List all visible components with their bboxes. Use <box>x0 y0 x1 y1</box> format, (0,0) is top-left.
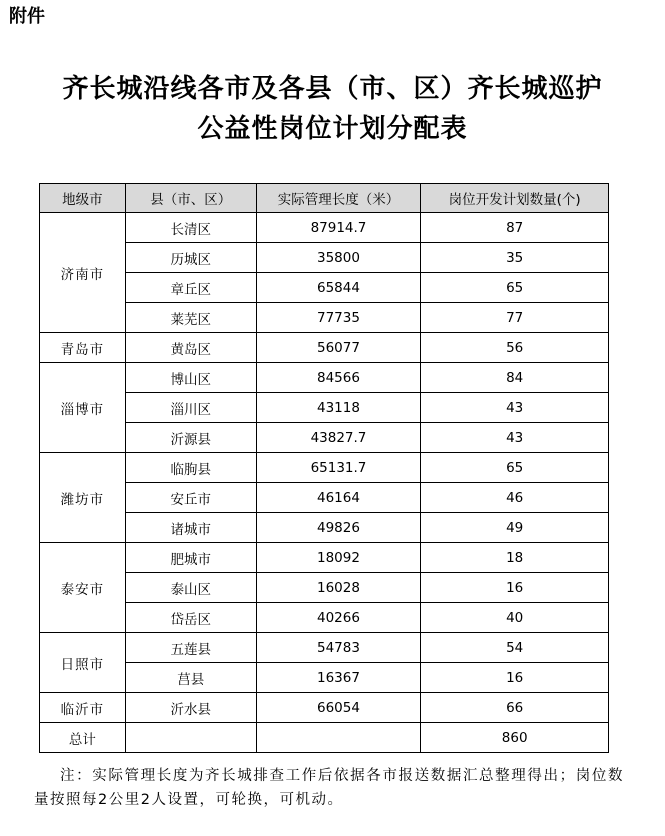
length-cell: 84566 <box>256 363 421 393</box>
table-row <box>40 363 609 393</box>
length-cell: 43118 <box>256 393 421 423</box>
positions-cell: 16 <box>421 573 609 603</box>
positions-cell: 16 <box>421 663 609 693</box>
county-cell: 泰山区 <box>125 573 256 603</box>
table-row <box>40 453 609 483</box>
total-value: 860 <box>421 723 609 753</box>
length-cell: 77735 <box>256 303 421 333</box>
length-cell: 46164 <box>256 483 421 513</box>
table-row <box>40 603 609 633</box>
page-title-line2: 公益性岗位计划分配表 <box>197 114 468 144</box>
length-cell: 65131.7 <box>256 453 421 483</box>
county-cell: 博山区 <box>125 363 256 393</box>
positions-cell: 43 <box>421 393 609 423</box>
footnote: 注：实际管理长度为齐长城排查工作后依据各市报送数据汇总整理得出；岗位数量按照每2公里2人设置，可轮换，可机动。 <box>34 768 624 808</box>
county-cell: 莒县 <box>125 663 256 693</box>
header-length: 实际管理长度（米） <box>256 184 421 213</box>
positions-cell: 65 <box>421 453 609 483</box>
length-cell: 54783 <box>256 633 421 663</box>
county-cell: 莱芜区 <box>125 303 256 333</box>
table-row <box>40 273 609 303</box>
header-city: 地级市 <box>40 184 126 213</box>
county-cell: 肥城市 <box>125 543 256 573</box>
length-cell: 56077 <box>256 333 421 363</box>
positions-cell: 56 <box>421 333 609 363</box>
table-row <box>40 513 609 543</box>
county-cell: 沂源县 <box>125 423 256 453</box>
positions-cell: 65 <box>421 273 609 303</box>
table-row <box>40 573 609 603</box>
page-title-line1: 齐长城沿线各市及各县（市、区）齐长城巡护 <box>62 74 603 104</box>
length-cell: 16367 <box>256 663 421 693</box>
table-row <box>40 663 609 693</box>
positions-cell: 54 <box>421 633 609 663</box>
county-cell: 章丘区 <box>125 273 256 303</box>
county-cell: 长清区 <box>125 213 256 243</box>
length-cell: 49826 <box>256 513 421 543</box>
city-cell: 日照市 <box>40 633 126 693</box>
table-row <box>40 423 609 453</box>
county-cell: 诸城市 <box>125 513 256 543</box>
total-label: 总计 <box>40 723 126 753</box>
length-cell: 35800 <box>256 243 421 273</box>
county-cell: 历城区 <box>125 243 256 273</box>
table-row <box>40 333 609 363</box>
table-row <box>40 243 609 273</box>
positions-cell: 49 <box>421 513 609 543</box>
positions-cell: 77 <box>421 303 609 333</box>
positions-cell: 87 <box>421 213 609 243</box>
city-cell: 淄博市 <box>40 363 126 453</box>
city-cell: 青岛市 <box>40 333 126 363</box>
table-row <box>40 303 609 333</box>
total-empty-cell <box>256 723 421 753</box>
county-cell: 安丘市 <box>125 483 256 513</box>
county-cell: 淄川区 <box>125 393 256 423</box>
length-cell: 65844 <box>256 273 421 303</box>
total-empty-cell <box>125 723 256 753</box>
county-cell: 沂水县 <box>125 693 256 723</box>
length-cell: 66054 <box>256 693 421 723</box>
length-cell: 18092 <box>256 543 421 573</box>
positions-cell: 66 <box>421 693 609 723</box>
table-row <box>40 633 609 663</box>
positions-cell: 18 <box>421 543 609 573</box>
positions-cell: 40 <box>421 603 609 633</box>
table-row <box>40 483 609 513</box>
header-positions: 岗位开发计划数量(个) <box>421 184 609 213</box>
total-row <box>40 723 609 753</box>
positions-cell: 46 <box>421 483 609 513</box>
header-county: 县（市、区） <box>125 184 256 213</box>
positions-cell: 35 <box>421 243 609 273</box>
county-cell: 五莲县 <box>125 633 256 663</box>
county-cell: 临朐县 <box>125 453 256 483</box>
table-row <box>40 543 609 573</box>
city-cell: 潍坊市 <box>40 453 126 543</box>
length-cell: 16028 <box>256 573 421 603</box>
city-cell: 临沂市 <box>40 693 126 723</box>
county-cell: 黄岛区 <box>125 333 256 363</box>
length-cell: 40266 <box>256 603 421 633</box>
city-cell: 济南市 <box>40 213 126 333</box>
city-cell: 泰安市 <box>40 543 126 633</box>
table-row <box>40 693 609 723</box>
positions-cell: 43 <box>421 423 609 453</box>
county-cell: 岱岳区 <box>125 603 256 633</box>
table-body <box>40 213 609 723</box>
table-row <box>40 213 609 243</box>
length-cell: 87914.7 <box>256 213 421 243</box>
table-header-row <box>40 184 609 213</box>
allocation-table <box>39 183 609 753</box>
positions-cell: 84 <box>421 363 609 393</box>
length-cell: 43827.7 <box>256 423 421 453</box>
table-row <box>40 393 609 423</box>
attachment-label: 附件 <box>9 6 45 27</box>
